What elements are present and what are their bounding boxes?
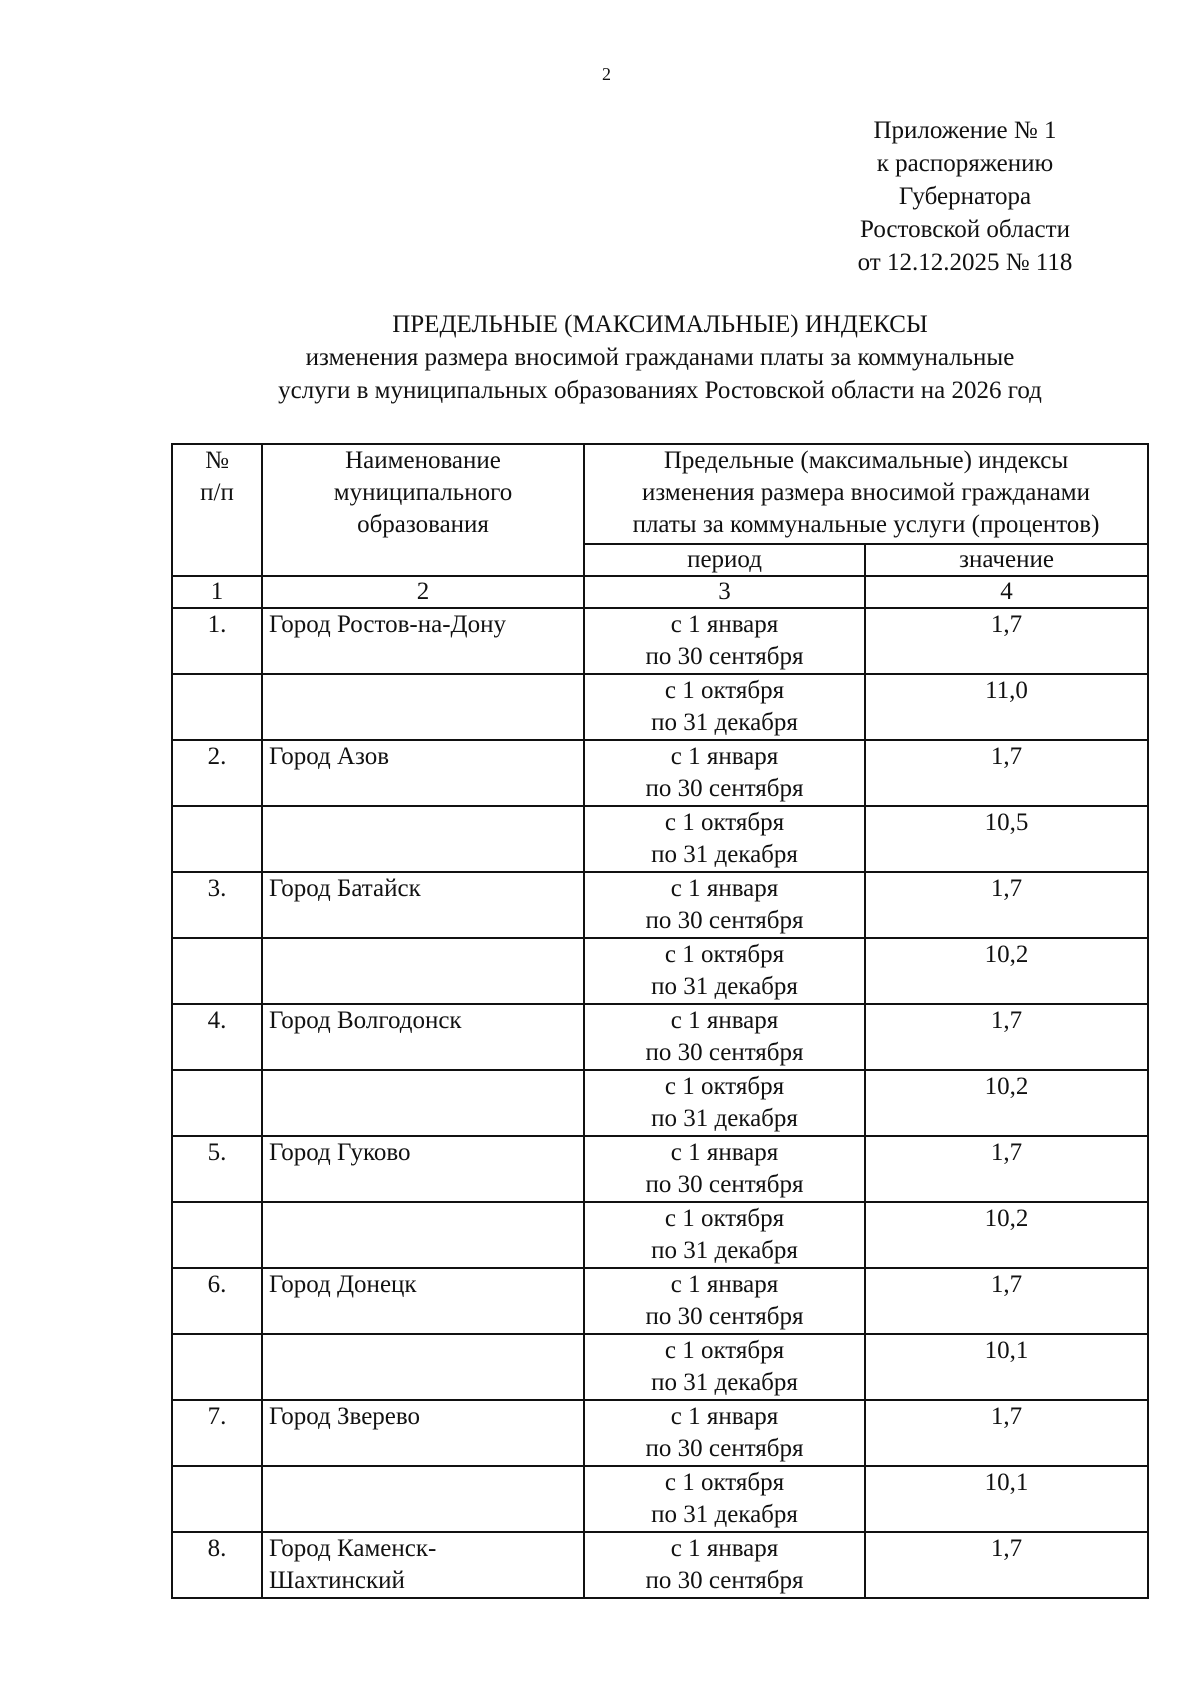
period-line: по 31 декабря xyxy=(651,1237,798,1264)
value-cell: 10,1 xyxy=(865,1334,1148,1400)
page-number: 2 xyxy=(602,64,611,84)
row-number xyxy=(172,674,262,740)
value-cell: 10,5 xyxy=(865,806,1148,872)
period-line: с 1 января xyxy=(670,1403,779,1430)
municipality-name xyxy=(262,1136,584,1202)
row-number xyxy=(172,1334,262,1400)
appendix-header xyxy=(830,114,1100,279)
table-row xyxy=(172,1070,1148,1136)
period-line: по 30 сентября xyxy=(645,775,804,802)
period-line: по 31 декабря xyxy=(651,709,798,736)
period-line: с 1 января xyxy=(670,1535,779,1562)
period-line: с 1 января xyxy=(670,875,779,902)
period-line: с 1 октября xyxy=(664,1337,785,1364)
appendix-line: Ростовской области xyxy=(860,216,1070,243)
row-number: 3. xyxy=(172,872,262,938)
period-cell xyxy=(584,1268,865,1334)
period-cell xyxy=(584,806,865,872)
row-number: 6. xyxy=(172,1268,262,1334)
period-line: с 1 октября xyxy=(664,1205,785,1232)
header-text: образования xyxy=(357,511,489,538)
appendix-line: Губернатора xyxy=(898,183,1032,210)
table-header-row xyxy=(172,444,1148,544)
column-number: 2 xyxy=(262,576,584,608)
municipality-name xyxy=(262,740,584,806)
municipality-name-line: Город Батайск xyxy=(269,875,421,902)
period-cell xyxy=(584,1532,865,1598)
row-number: 2. xyxy=(172,740,262,806)
period-line: по 31 декабря xyxy=(651,1105,798,1132)
title-line: изменения размера вносимой гражданами платы за коммунальные xyxy=(305,344,1015,371)
value-cell: 1,7 xyxy=(865,1532,1148,1598)
header-value: значение xyxy=(865,544,1148,576)
municipality-name xyxy=(262,1268,584,1334)
period-line: по 30 сентября xyxy=(645,1039,804,1066)
table-row xyxy=(172,1532,1148,1598)
period-cell xyxy=(584,1400,865,1466)
period-cell xyxy=(584,938,865,1004)
header-name xyxy=(262,444,584,576)
period-line: с 1 января xyxy=(670,611,779,638)
table-row xyxy=(172,938,1148,1004)
column-number: 4 xyxy=(865,576,1148,608)
municipality-name xyxy=(262,1004,584,1070)
value-cell: 1,7 xyxy=(865,1400,1148,1466)
table-row xyxy=(172,1268,1148,1334)
period-cell xyxy=(584,872,865,938)
indexes-table xyxy=(171,443,1149,1599)
period-line: с 1 января xyxy=(670,1007,779,1034)
value-cell: 10,1 xyxy=(865,1466,1148,1532)
value-cell: 11,0 xyxy=(865,674,1148,740)
municipality-name xyxy=(262,1070,584,1136)
value-cell: 10,2 xyxy=(865,1070,1148,1136)
period-line: по 31 декабря xyxy=(651,1501,798,1528)
period-cell xyxy=(584,608,865,674)
column-number: 3 xyxy=(584,576,865,608)
row-number xyxy=(172,1466,262,1532)
row-number xyxy=(172,1202,262,1268)
value-cell: 1,7 xyxy=(865,1268,1148,1334)
municipality-name-line: Город Зверево xyxy=(269,1403,421,1430)
municipality-name-line: Город Ростов-на-Дону xyxy=(269,611,506,638)
header-text: № xyxy=(205,447,229,474)
period-cell xyxy=(584,1334,865,1400)
period-line: по 31 декабря xyxy=(651,1369,798,1396)
appendix-line: Приложение № 1 xyxy=(873,117,1057,144)
period-line: по 30 сентября xyxy=(645,643,804,670)
period-line: с 1 января xyxy=(670,1139,779,1166)
period-line: с 1 октября xyxy=(664,809,785,836)
period-line: по 30 сентября xyxy=(645,1567,804,1594)
table-row xyxy=(172,1334,1148,1400)
header-text: изменения размера вносимой гражданами xyxy=(641,479,1091,506)
period-cell xyxy=(584,1466,865,1532)
municipality-name xyxy=(262,938,584,1004)
row-number xyxy=(172,806,262,872)
municipality-name xyxy=(262,1334,584,1400)
period-line: по 30 сентября xyxy=(645,1435,804,1462)
column-number-row xyxy=(172,576,1148,608)
appendix-line: от 12.12.2025 № 118 xyxy=(857,249,1073,276)
value-cell: 1,7 xyxy=(865,872,1148,938)
header-text: Наименование xyxy=(345,447,501,474)
title-line: ПРЕДЕЛЬНЫЕ (МАКСИМАЛЬНЫЕ) ИНДЕКСЫ xyxy=(392,311,928,338)
municipality-name xyxy=(262,1466,584,1532)
header-text: Предельные (максимальные) индексы xyxy=(663,447,1069,474)
municipality-name xyxy=(262,608,584,674)
period-line: с 1 октября xyxy=(664,677,785,704)
period-cell xyxy=(584,740,865,806)
period-line: по 31 декабря xyxy=(651,841,798,868)
header-text: п/п xyxy=(200,479,234,506)
table-row xyxy=(172,1004,1148,1070)
value-cell: 10,2 xyxy=(865,938,1148,1004)
value-cell: 1,7 xyxy=(865,1136,1148,1202)
document-title xyxy=(180,308,1140,407)
municipality-name-line: Город Каменск- xyxy=(269,1535,437,1562)
value-cell: 10,2 xyxy=(865,1202,1148,1268)
municipality-name-line: Город Гуково xyxy=(269,1139,411,1166)
period-line: с 1 октября xyxy=(664,941,785,968)
period-cell xyxy=(584,674,865,740)
value-cell: 1,7 xyxy=(865,1004,1148,1070)
row-number xyxy=(172,1070,262,1136)
table-row xyxy=(172,740,1148,806)
row-number: 7. xyxy=(172,1400,262,1466)
table-row xyxy=(172,608,1148,674)
header-text: муниципального xyxy=(333,479,513,506)
municipality-name-line: Шахтинский xyxy=(269,1567,405,1594)
table-row xyxy=(172,1202,1148,1268)
period-cell xyxy=(584,1004,865,1070)
table-row xyxy=(172,1400,1148,1466)
value-cell: 1,7 xyxy=(865,740,1148,806)
period-line: с 1 января xyxy=(670,743,779,770)
row-number: 8. xyxy=(172,1532,262,1598)
period-line: по 31 декабря xyxy=(651,973,798,1000)
table-row xyxy=(172,806,1148,872)
column-number: 1 xyxy=(172,576,262,608)
header-text: платы за коммунальные услуги (процентов) xyxy=(632,511,1100,538)
period-line: с 1 октября xyxy=(664,1469,785,1496)
municipality-name xyxy=(262,674,584,740)
period-cell xyxy=(584,1202,865,1268)
table-row xyxy=(172,1136,1148,1202)
period-cell xyxy=(584,1070,865,1136)
period-cell xyxy=(584,1136,865,1202)
row-number: 4. xyxy=(172,1004,262,1070)
municipality-name xyxy=(262,806,584,872)
appendix-line: к распоряжению xyxy=(876,150,1054,177)
municipality-name xyxy=(262,1202,584,1268)
period-line: по 30 сентября xyxy=(645,1303,804,1330)
title-line: услуги в муниципальных образованиях Ростовской области на 2026 год xyxy=(278,377,1042,404)
header-indexes xyxy=(584,444,1148,544)
header-period: период xyxy=(584,544,865,576)
period-line: с 1 октября xyxy=(664,1073,785,1100)
municipality-name xyxy=(262,872,584,938)
row-number: 5. xyxy=(172,1136,262,1202)
period-line: по 30 сентября xyxy=(645,1171,804,1198)
municipality-name-line: Город Волгодонск xyxy=(269,1007,462,1034)
row-number xyxy=(172,938,262,1004)
municipality-name-line: Город Азов xyxy=(269,743,390,770)
table-row xyxy=(172,872,1148,938)
period-line: по 30 сентября xyxy=(645,907,804,934)
municipality-name xyxy=(262,1400,584,1466)
row-number: 1. xyxy=(172,608,262,674)
value-cell: 1,7 xyxy=(865,608,1148,674)
table-row xyxy=(172,674,1148,740)
municipality-name xyxy=(262,1532,584,1598)
municipality-name-line: Город Донецк xyxy=(269,1271,417,1298)
table-row xyxy=(172,1466,1148,1532)
period-line: с 1 января xyxy=(670,1271,779,1298)
header-number xyxy=(172,444,262,576)
